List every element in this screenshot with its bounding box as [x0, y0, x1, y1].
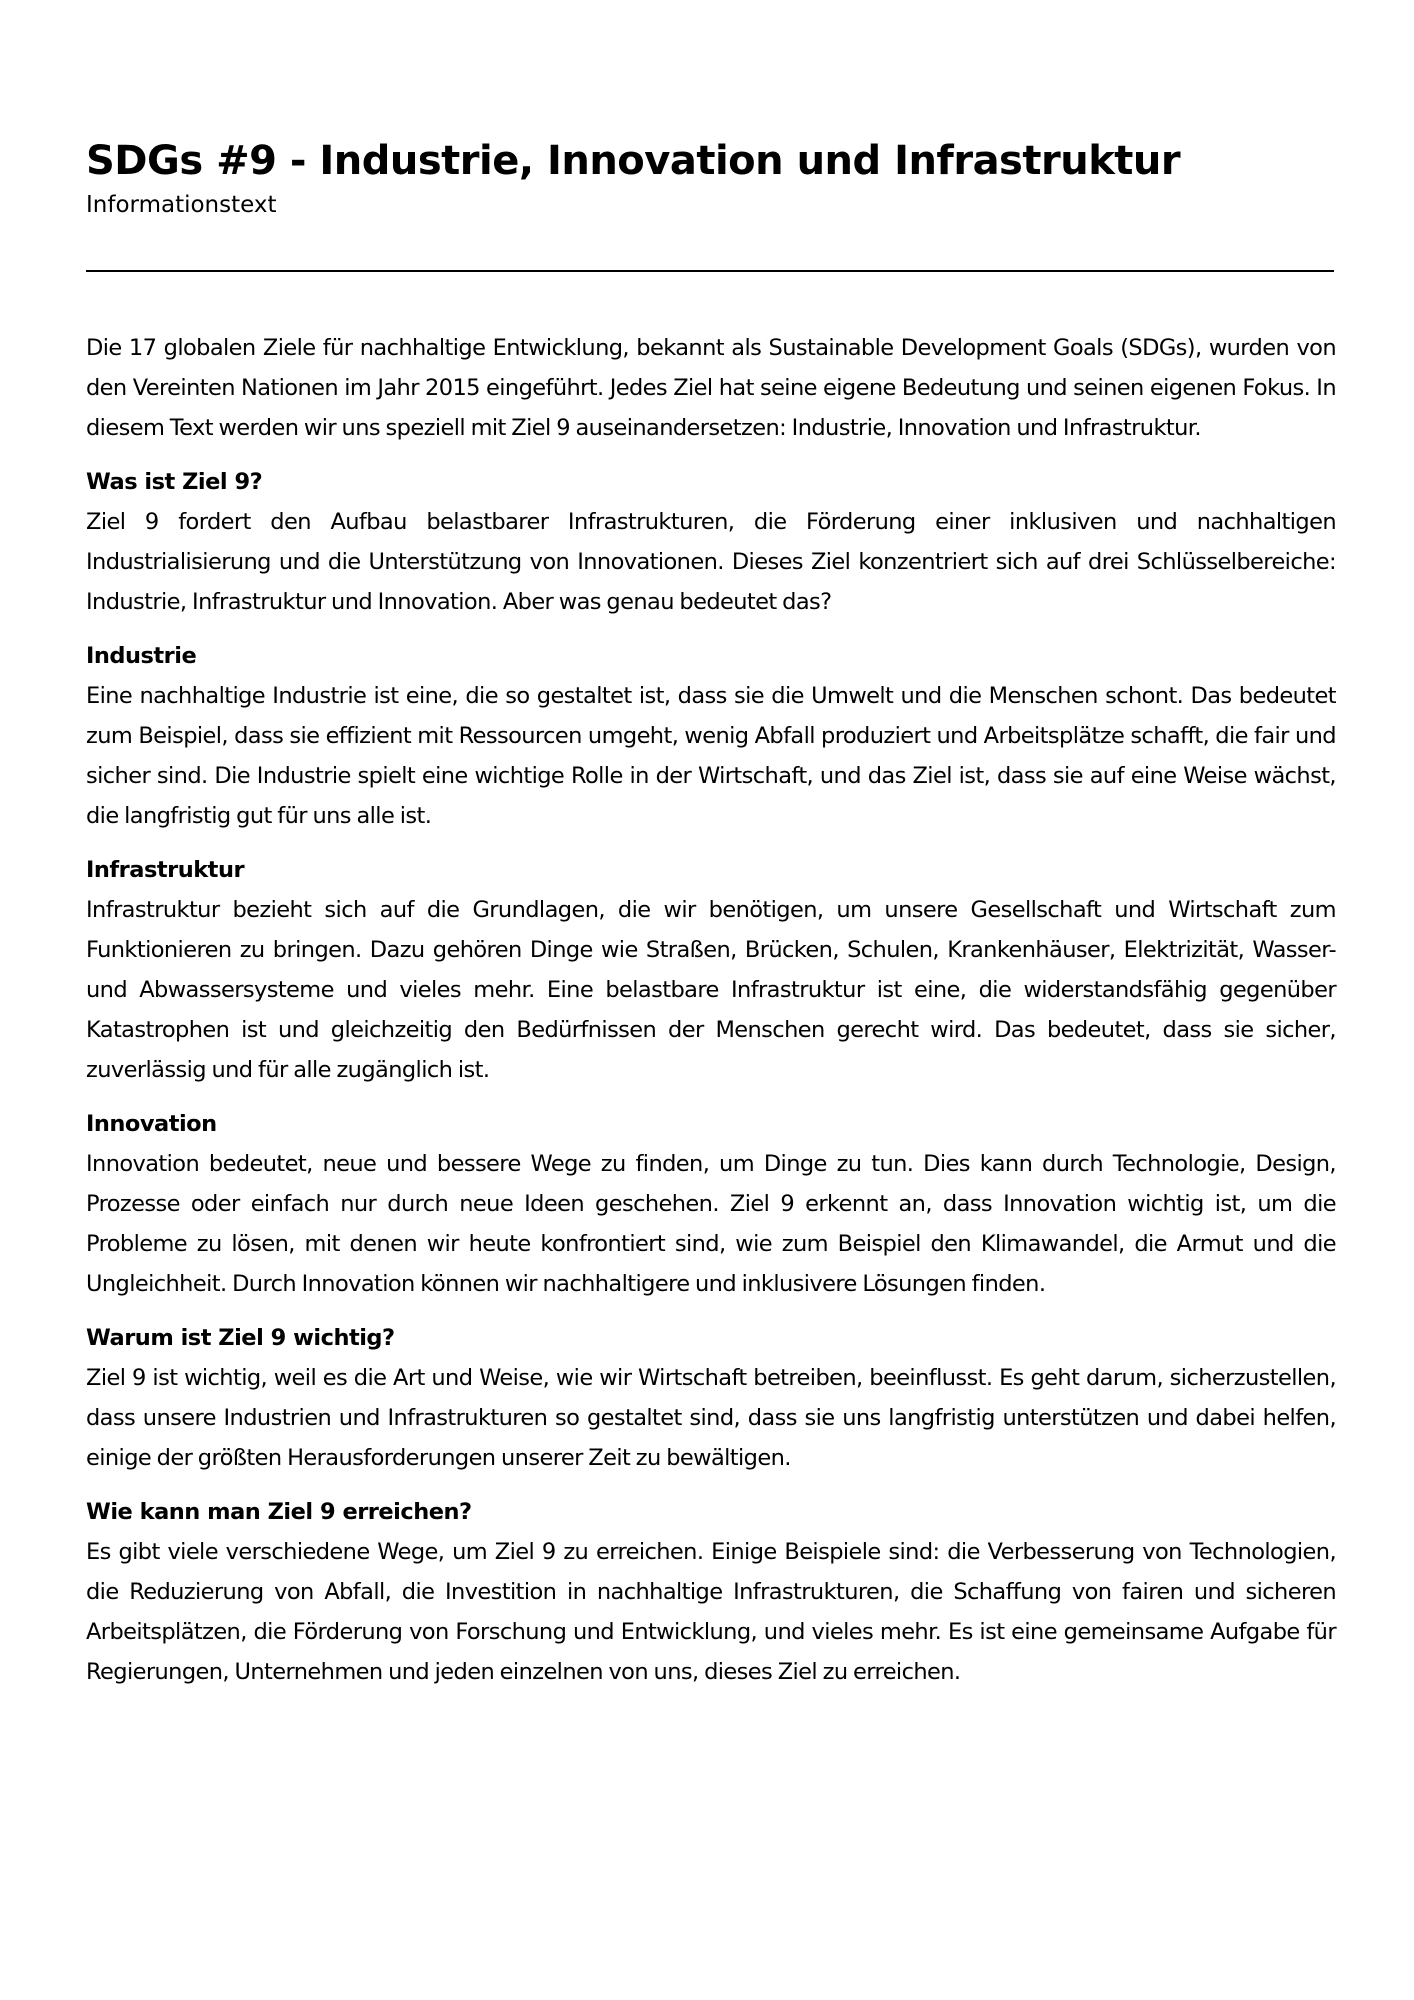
page-subtitle: Informationstext: [86, 192, 277, 218]
page-title: SDGs #9 - Industrie, Innovation und Infrastruktur: [86, 138, 1181, 184]
section-paragraph: Ziel 9 fordert den Aufbau belastbarer Infrastrukturen, die Förderung einer inklusiven und nachhaltigen Industrialisierung und die Unterstützung von Innovationen. Dieses Ziel konzentriert sich auf drei Schlüsselbereiche: Industrie, Infrastruktur und Innovation. Aber was genau bedeutet das?: [86, 509, 1336, 615]
document-body: [86, 328, 1336, 1692]
section-paragraph: Eine nachhaltige Industrie ist eine, die so gestaltet ist, dass sie die Umwelt und die Menschen schont. Das bedeutet zum Beispiel, dass sie effizient mit Ressourcen umgeht, wenig Abfall produziert und Arbeitsplätze schafft, die fair und sicher sind. Die Industrie spielt eine wichtige Rolle in der Wirtschaft, und das Ziel ist, dass sie auf eine Weise wächst, die langfristig gut für uns alle ist.: [86, 683, 1336, 829]
section-infrastruktur: [86, 850, 1336, 1090]
section-heading: Industrie: [86, 643, 197, 669]
section-paragraph: Innovation bedeutet, neue und bessere Wege zu finden, um Dinge zu tun. Dies kann durch Technologie, Design, Prozesse oder einfach nur durch neue Ideen geschehen. Ziel 9 erkennt an, dass Innovation wichtig ist, um die Probleme zu lösen, mit denen wir heute konfrontiert sind, wie zum Beispiel den Klimawandel, die Armut und die Ungleichheit. Durch Innovation können wir nachhaltigere und inklusivere Lösungen finden.: [86, 1151, 1336, 1297]
section-warum-wichtig: [86, 1318, 1336, 1478]
section-paragraph: Infrastruktur bezieht sich auf die Grundlagen, die wir benötigen, um unsere Gesellschaft und Wirtschaft zum Funktionieren zu bringen. Dazu gehören Dinge wie Straßen, Brücken, Schulen, Krankenhäuser, Elektrizität, Wasser- und Abwassersysteme und vieles mehr. Eine belastbare Infrastruktur ist eine, die widerstandsfähig gegenüber Katastrophen ist und gleichzeitig den Bedürfnissen der Menschen gerecht wird. Das bedeutet, dass sie sicher, zuverlässig und für alle zugänglich ist.: [86, 897, 1336, 1083]
header-divider: [86, 270, 1334, 272]
section-heading: Innovation: [86, 1111, 217, 1137]
section-industrie: [86, 636, 1336, 836]
section-heading: Was ist Ziel 9?: [86, 469, 263, 495]
section-heading: Wie kann man Ziel 9 erreichen?: [86, 1499, 472, 1525]
section-wie-erreichen: [86, 1492, 1336, 1692]
section-was-ist-ziel-9: [86, 462, 1336, 622]
intro-paragraph: Die 17 globalen Ziele für nachhaltige Entwicklung, bekannt als Sustainable Development Goals (SDGs), wurden von den Vereinten Nationen im Jahr 2015 eingeführt. Jedes Ziel hat seine eigene Bedeutung und seinen eigenen Fokus. In diesem Text werden wir uns speziell mit Ziel 9 auseinandersetzen: Industrie, Innovation und Infrastruktur.: [86, 335, 1336, 441]
section-heading: Infrastruktur: [86, 857, 245, 883]
section-paragraph: Es gibt viele verschiedene Wege, um Ziel 9 zu erreichen. Einige Beispiele sind: die Verbesserung von Technologien, die Reduzierung von Abfall, die Investition in nachhaltige Infrastrukturen, die Schaffung von fairen und sicheren Arbeitsplätzen, die Förderung von Forschung und Entwicklung, und vieles mehr. Es ist eine gemeinsame Aufgabe für Regierungen, Unternehmen und jeden einzelnen von uns, dieses Ziel zu erreichen.: [86, 1539, 1336, 1685]
section-heading: Warum ist Ziel 9 wichtig?: [86, 1325, 395, 1351]
section-paragraph: Ziel 9 ist wichtig, weil es die Art und Weise, wie wir Wirtschaft betreiben, beeinflusst. Es geht darum, sicherzustellen, dass unsere Industrien und Infrastrukturen so gestaltet sind, dass sie uns langfristig unterstützen und dabei helfen, einige der größten Herausforderungen unserer Zeit zu bewältigen.: [86, 1365, 1336, 1471]
section-innovation: [86, 1104, 1336, 1304]
